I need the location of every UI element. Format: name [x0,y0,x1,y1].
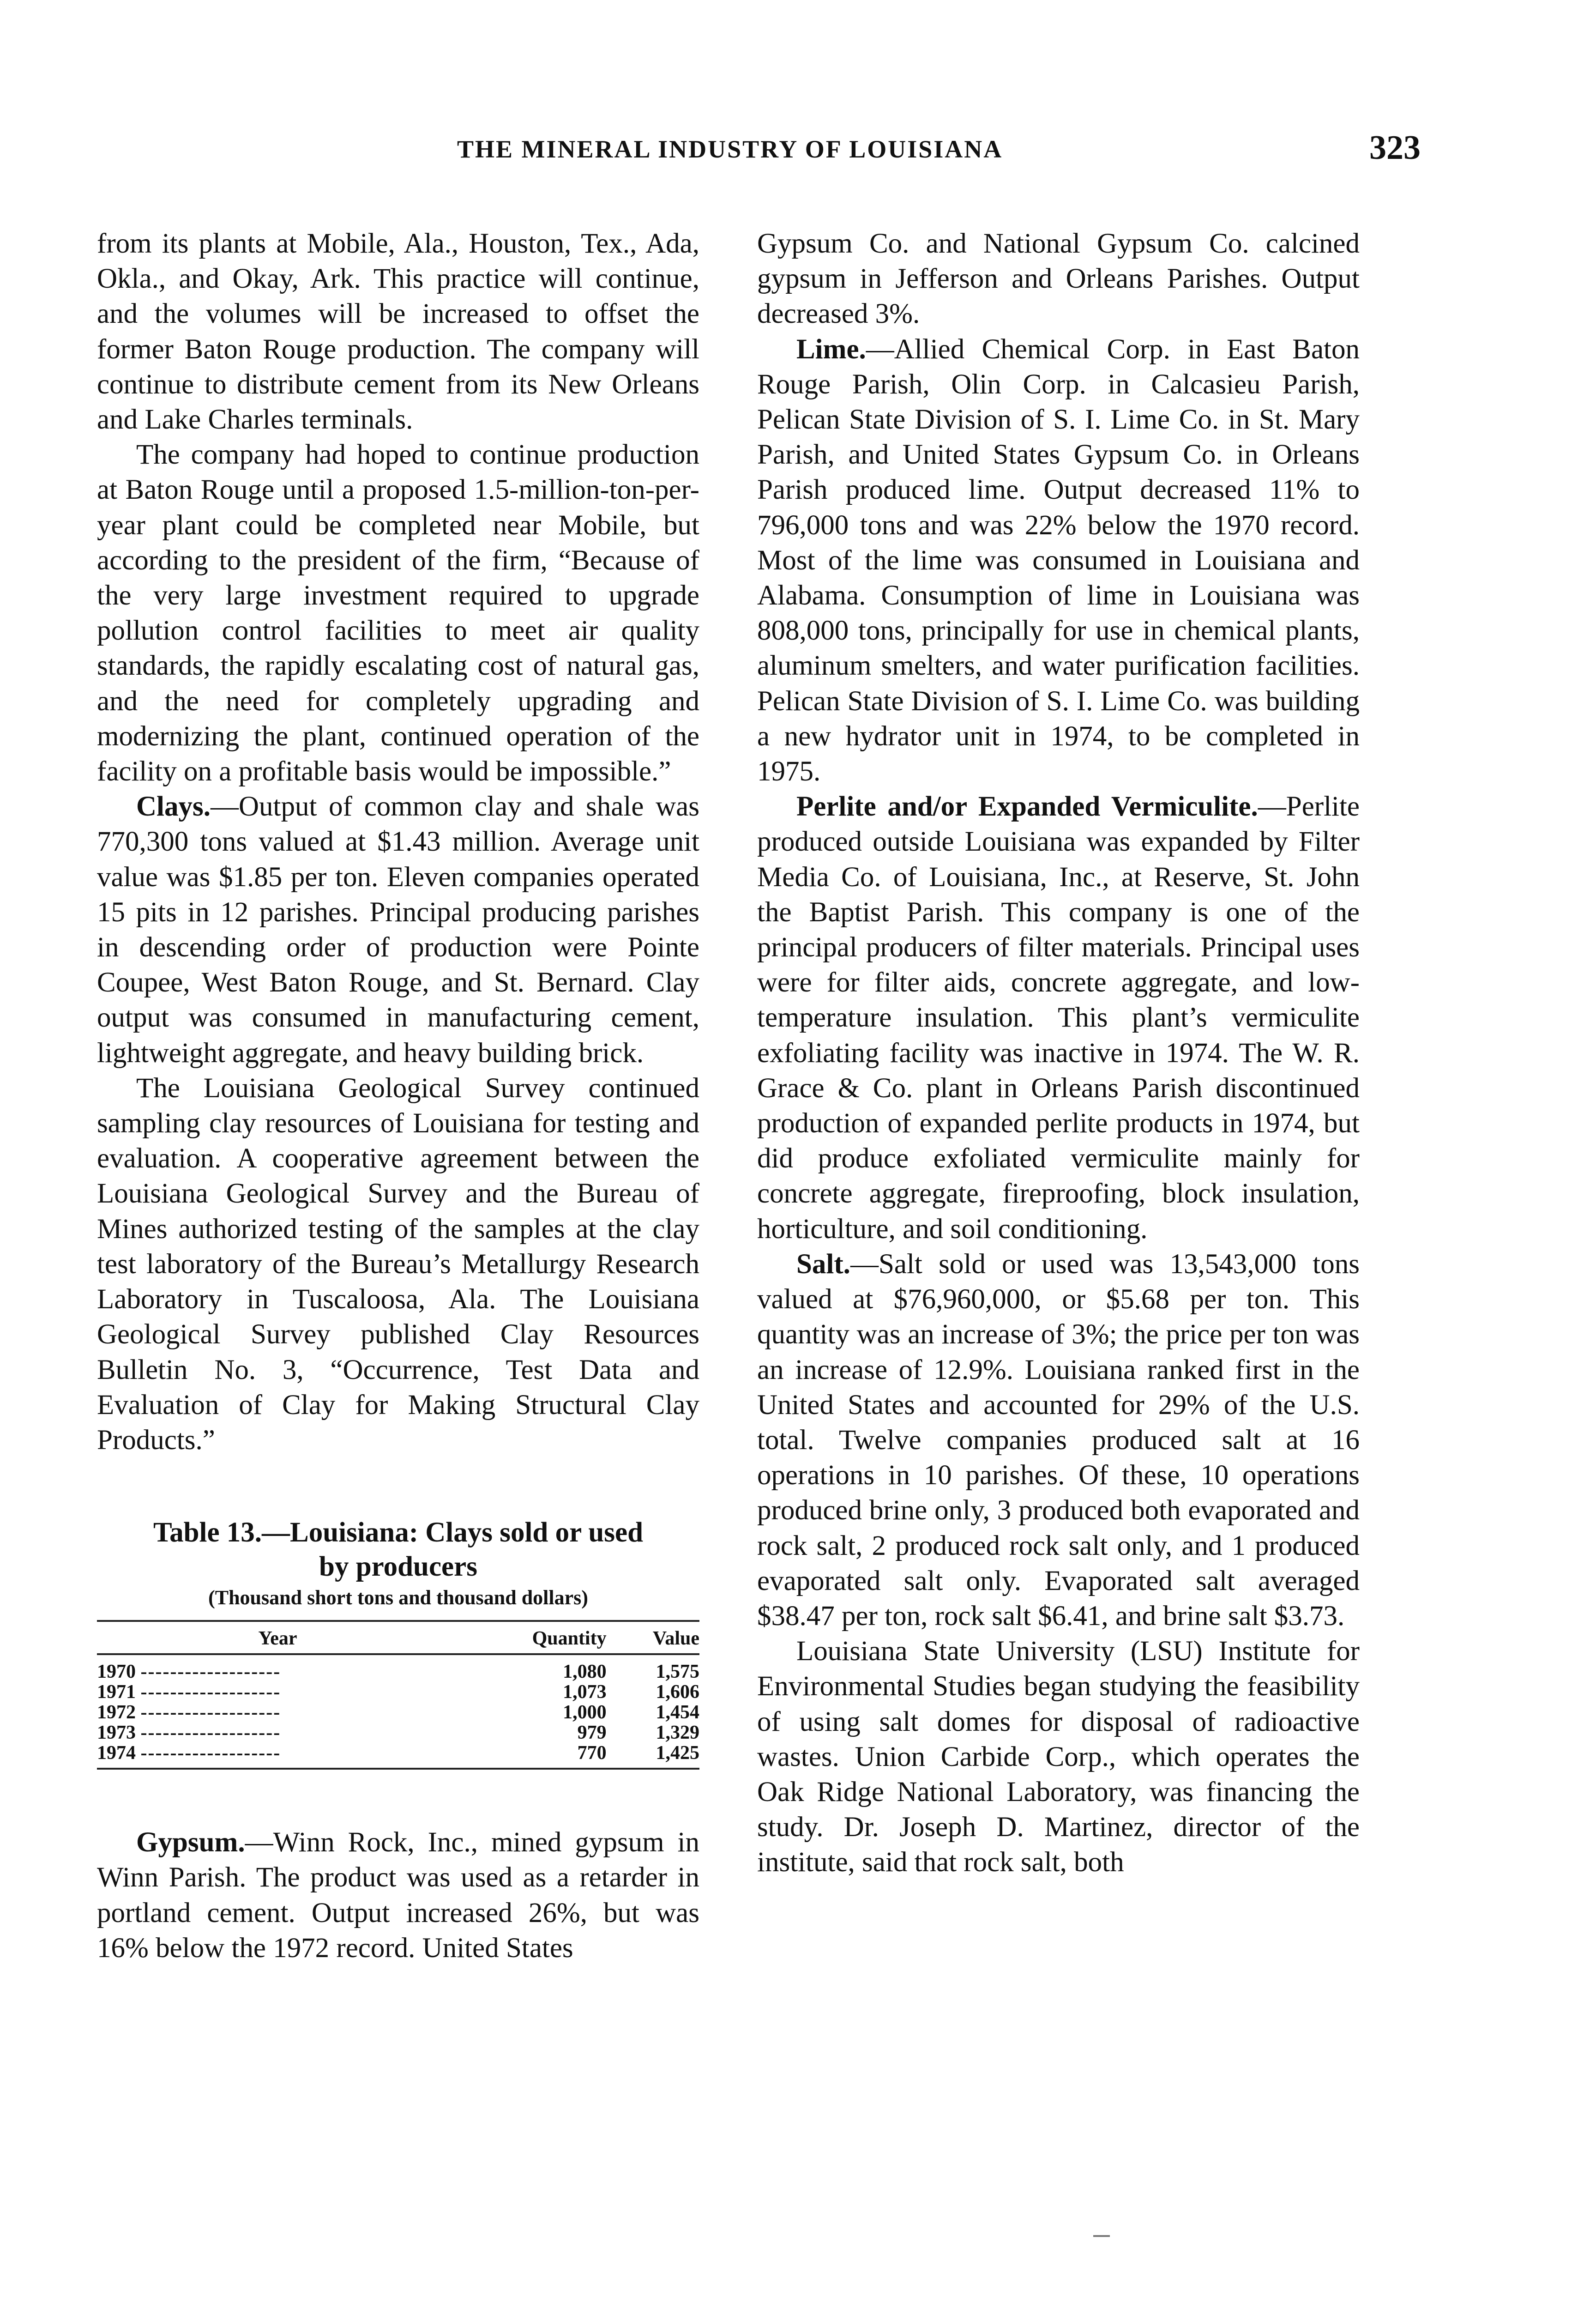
table-row [97,1743,699,1769]
value-cell: 1,425 [607,1743,699,1769]
column-header-year: Year [97,1621,458,1654]
quantity-cell: 1,000 [563,1702,607,1723]
paragraph-baton-rouge: The company had hoped to continue production at Baton Rouge until a proposed 1.5-million-ton-per-year plant could be completed near Mobile, but according to the president of the firm, “Because of the very large investment required to upgrade pollution control facilities to meet air quality standards, the rapidly escalating cost of natural gas, and the need for completely upgrading and modernizing the plant, continued operation of the facility on a profitable basis would be impossible.” [97,439,699,787]
lime-heading: Lime. [796,333,866,365]
year-cell: 1973 ------------------- [97,1723,281,1743]
year-cell: 1971 ------------------- [97,1682,281,1703]
table-row [97,1723,699,1743]
table-title [97,1516,699,1584]
perlite-text: —Perlite produced outside Louisiana was expanded by Filter Media Co. of Louisiana, Inc., at Reserve, St. John the Baptist Parish. This company is one of the principal producers of filter materials. Principal uses were for filter aids, concrete aggregate, and low-temperature insulation. This plant’s vermiculite exfoliating facility was inactive in 1974. The W. R. Grace & Co. plant in Orleans Parish discontinued production of expanded perlite products in 1974, but did produce exfoliated vermiculite mainly for concrete aggregate, fireproofing, block insulation, horticulture, and soil conditioning. [757,791,1360,1245]
clays-table [97,1620,699,1770]
page-number: 323 [1369,129,1421,167]
footer-dash [1093,2235,1110,2237]
table-row [97,1654,699,1682]
clays-text: —Output of common clay and shale was 770,300 tons valued at $1.43 million. Average unit value was $1.85 per ton. Eleven companies operated 15 pits in 12 parishes. Principal producing parishes in descending order of production were Pointe Coupee, West Baton Rouge, and St. Bernard. Clay output was consumed in manufacturing cement, lightweight aggregate, and heavy building brick. [97,791,699,1069]
paragraph-lsu: Louisiana State University (LSU) Institute for Environmental Studies began studying the feasibility of using salt domes for disposal of radioactive wastes. Union Carbide Corp., which operates the Oak Ridge National Laboratory, was financing the study. Dr. Joseph D. Martinez, director of the institute, said that rock salt, both [757,1636,1360,1878]
paragraph-gypsum [97,1825,699,1966]
table-subtitle: (Thousand short tons and thousand dollars) [208,1586,588,1609]
paragraph-gypsum-continued: Gypsum Co. and National Gypsum Co. calcined gypsum in Jefferson and Orleans Parishes. Output decreased 3%. [757,228,1360,330]
table-row [97,1682,699,1702]
paragraph-lime [757,332,1360,790]
year-cell: 1974 ------------------- [97,1743,458,1769]
gypsum-heading: Gypsum. [136,1827,245,1858]
running-title: THE MINERAL INDUSTRY OF LOUISIANA [457,135,1003,163]
paragraph-salt [757,1247,1360,1634]
quantity-cell: 1,080 [563,1661,607,1683]
column-header-value: Value [607,1621,699,1654]
table-13 [97,1516,699,1770]
clays-heading: Clays. [136,791,211,822]
paragraph-geological-survey: The Louisiana Geological Survey continued sampling clay resources of Louisiana for testing and evaluation. A cooperative agreement between the Louisiana Geological Survey and the Bureau of Mines authorized testing of the samples at the clay test laboratory of the Bureau’s Metallurgy Research Laboratory in Tuscaloosa, Ala. The Louisiana Geological Survey published Clay Resources Bulletin No. 3, “Occurrence, Test Data and Evaluation of Clay for Making Structural Clay Products.” [97,1072,699,1456]
paragraph-clays [97,789,699,1071]
page-header [0,125,1596,180]
value-cell: 1,575 [656,1661,699,1683]
quantity-cell: 1,073 [563,1681,607,1703]
right-column [757,226,1360,1880]
column-header-quantity: Quantity [458,1621,607,1654]
salt-text: —Salt sold or used was 13,543,000 tons valued at $76,960,000, or $5.68 per ton. This quantity was an increase of 3%; the price per ton was an increase of 12.9%. Louisiana ranked first in the United States and accounted for 29% of the U.S. total. Twelve companies produced salt at 16 operations in 10 parishes. Of these, 10 operations produced brine only, 3 produced both evaporated and rock salt, 2 produced rock salt only, and 1 produced evaporated salt only. Evaporated salt averaged $38.47 per ton, rock salt $6.41, and brine salt $3.73. [757,1248,1360,1632]
value-cell: 1,329 [656,1722,699,1744]
gypsum-text: —Winn Rock, Inc., mined gypsum in Winn Parish. The product was used as a retarder in portland cement. Output increased 26%, but was 16% below the 1972 record. United States [97,1827,699,1964]
table-header-row [97,1621,699,1654]
paragraph-perlite [757,789,1360,1247]
salt-heading: Salt. [796,1248,850,1280]
table-title-line2: by producers [319,1551,477,1583]
value-cell: 1,454 [656,1702,699,1723]
lime-text: —Allied Chemical Corp. in East Baton Rouge Parish, Olin Corp. in Calcasieu Parish, Pelican State Division of S. I. Lime Co. in St. Mary Parish, and United States Gypsum Co. in Orleans Parish produced lime. Output decreased 11% to 796,000 tons and was 22% below the 1970 record. Most of the lime was consumed in Louisiana and Alabama. Consumption of lime in Louisiana was 808,000 tons, principally for use in chemical plants, aluminum smelters, and water purification facilities. Pelican State Division of S. I. Lime Co. was building a new hydrator unit in 1974, to be completed in 1975. [757,333,1360,787]
left-column [97,226,699,1966]
paragraph-cement-continued: from its plants at Mobile, Ala., Houston, Tex., Ada, Okla., and Okay, Ark. This practice will continue, and the volumes will be increased to offset the former Baton Rouge production. The company will continue to distribute cement from its New Orleans and Lake Charles terminals. [97,228,699,435]
perlite-heading: Perlite and/or Expanded Vermiculite. [796,791,1258,822]
year-cell: 1972 ------------------- [97,1702,281,1723]
table-row [97,1702,699,1723]
quantity-cell: 979 [577,1722,607,1744]
year-cell: 1970 ------------------- [97,1661,281,1682]
table-title-line1: Table 13.—Louisiana: Clays sold or used [153,1517,643,1548]
quantity-cell: 770 [458,1743,607,1769]
value-cell: 1,606 [656,1681,699,1703]
